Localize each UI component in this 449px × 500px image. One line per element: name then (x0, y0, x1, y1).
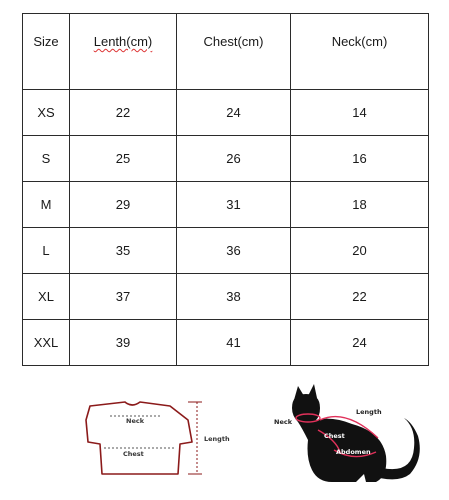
cell-neck: 18 (291, 182, 429, 228)
cell-neck: 22 (291, 274, 429, 320)
cell-chest: 36 (177, 228, 291, 274)
cell-size: XXL (23, 320, 70, 366)
cat-abdomen-label: Abdomen (336, 448, 371, 456)
table-row (23, 320, 429, 366)
size-chart-table (22, 13, 429, 366)
header-chest: Chest(cm) (177, 14, 291, 90)
header-length (70, 14, 177, 90)
table-row (23, 182, 429, 228)
cat-measurement-diagram (262, 378, 442, 490)
length-bracket (188, 402, 202, 474)
cell-length: 35 (70, 228, 177, 274)
cat-silhouette (292, 384, 420, 482)
table-row (23, 274, 429, 320)
header-neck: Neck(cm) (291, 14, 429, 90)
table-header-row (23, 14, 429, 90)
table-row (23, 228, 429, 274)
cell-chest: 31 (177, 182, 291, 228)
cell-neck: 16 (291, 136, 429, 182)
table-row (23, 136, 429, 182)
shirt-measurement-diagram (30, 378, 240, 490)
cell-size: M (23, 182, 70, 228)
cell-size: S (23, 136, 70, 182)
shirt-diagram-svg (30, 378, 240, 490)
cat-diagram-svg (262, 378, 442, 490)
shirt-outline (86, 402, 192, 474)
cell-size: XS (23, 90, 70, 136)
cell-size: L (23, 228, 70, 274)
cell-length: 25 (70, 136, 177, 182)
cell-size: XL (23, 274, 70, 320)
cell-length: 39 (70, 320, 177, 366)
header-length-text: Lenth(cm) (93, 34, 153, 49)
cell-chest: 24 (177, 90, 291, 136)
cell-neck: 24 (291, 320, 429, 366)
cell-length: 22 (70, 90, 177, 136)
shirt-neck-label: Neck (126, 417, 145, 425)
shirt-length-label: Length (204, 435, 230, 443)
cell-length: 29 (70, 182, 177, 228)
cell-chest: 41 (177, 320, 291, 366)
cell-chest: 26 (177, 136, 291, 182)
cell-neck: 14 (291, 90, 429, 136)
cell-chest: 38 (177, 274, 291, 320)
table-row (23, 90, 429, 136)
shirt-chest-label: Chest (123, 450, 144, 458)
cat-neck-label: Neck (274, 418, 293, 426)
cell-neck: 20 (291, 228, 429, 274)
cell-length: 37 (70, 274, 177, 320)
cat-chest-label: Chest (324, 432, 345, 440)
cat-length-label: Length (356, 408, 382, 416)
header-size: Size (23, 14, 70, 90)
